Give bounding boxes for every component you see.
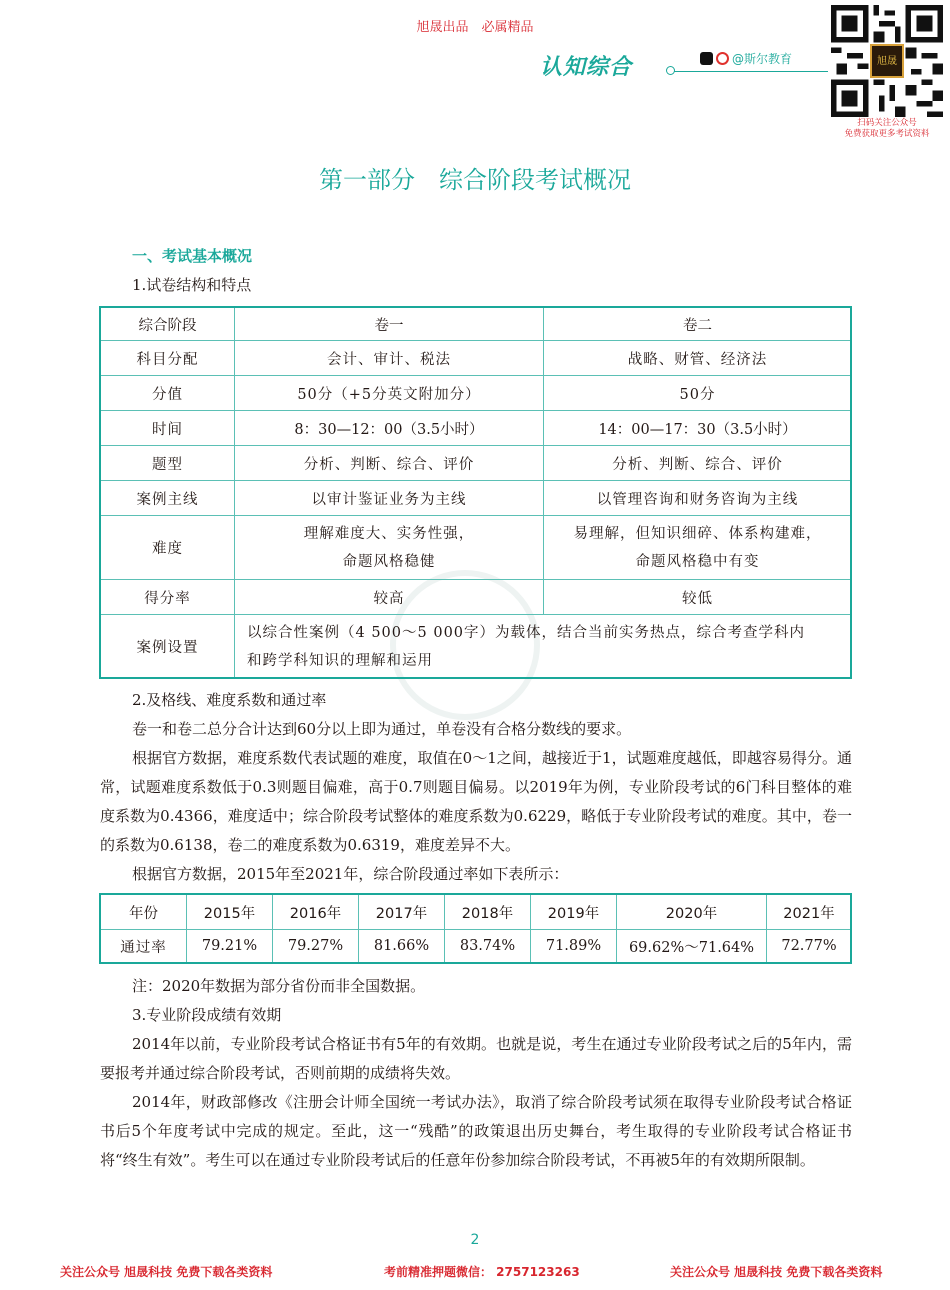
row-label: 得分率 [101, 580, 235, 615]
qr-code-block [828, 2, 946, 148]
year-cell: 2019年 [531, 895, 617, 930]
year-cell: 2015年 [187, 895, 273, 930]
table-header-cell: 综合阶段 [101, 308, 235, 341]
page-number: 2 [470, 1232, 480, 1248]
row-label: 时间 [101, 411, 235, 446]
paragraph: 2014年，财政部修改《注册会计师全国统一考试办法》，取消了综合阶段考试须在取得专业阶段考试合格证书后5个年度考试中完成的规定。至此，这一“残酷”的政策退出历史舞台，考生取得的专业阶段考试合格证书将“终生有效”。考生可以在通过专业阶段考试后的任意年份参加综合阶段考试，不再被5年的有效期所限制。 [100, 1093, 852, 1169]
table2-frame [99, 893, 852, 964]
paragraph: 根据官方数据，2015年至2021年，综合阶段通过率如下表所示： [132, 865, 569, 883]
qr-caption [828, 118, 946, 140]
year-cell: 2018年 [445, 895, 531, 930]
page-title: 第一部分 综合阶段考试概况 [319, 166, 631, 194]
rate-cell: 79.27% [273, 930, 359, 963]
rate-cell: 71.89% [531, 930, 617, 963]
paper1-cell: 以审计鉴证业务为主线 [235, 481, 544, 516]
paper1-cell: 50分（+5分英文附加分） [235, 376, 544, 411]
row-label: 题型 [101, 446, 235, 481]
rate-cell: 81.66% [359, 930, 445, 963]
paragraph: 卷一和卷二总分合计达到60分以上即为通过，单卷没有合格分数线的要求。 [132, 720, 632, 738]
section-heading: 一、考试基本概况 [132, 247, 253, 265]
paper1-cell: 分析、判断、综合、评价 [235, 446, 544, 481]
brand-title: 认知综合 [540, 55, 633, 80]
social-links [700, 50, 792, 67]
text-block-3 [100, 972, 852, 1175]
rate-cell: 72.77% [767, 930, 852, 963]
qr-badge: 旭晟 [877, 56, 897, 67]
qr-caption-line1: 扫码关注公众号 [857, 118, 917, 128]
header-slogan: 旭晟出品 必属精品 [416, 20, 534, 35]
cell-line: 命题风格稳中有变 [635, 553, 760, 570]
row-label: 案例主线 [101, 481, 235, 516]
cell-line: 命题风格稳健 [342, 553, 436, 570]
row-label: 科目分配 [101, 341, 235, 376]
paper2-cell: 50分 [544, 376, 852, 411]
brand-divider [672, 71, 830, 72]
douyin-icon[interactable] [700, 52, 713, 65]
rate-cell: 69.62%～71.64% [617, 930, 767, 963]
row-label: 难度 [101, 516, 235, 580]
subsection-heading-3: 3.专业阶段成绩有效期 [132, 1006, 282, 1024]
rate-cell: 83.74% [445, 930, 531, 963]
paper1-cell: 8：30—12：00（3.5小时） [235, 411, 544, 446]
paper2-cell: 以管理咨询和财务咨询为主线 [544, 481, 852, 516]
paper2-cell: 14：00—17：30（3.5小时） [544, 411, 852, 446]
paragraph: 根据官方数据，难度系数代表试题的难度，取值在0～1之间，越接近于1，试题难度越低，即越容易得分。通常，试题难度系数低于0.3则题目偏难，高于0.7则题目偏易。以2019年为例，专业阶段考试的6门科目整体的难度系数为0.4366，难度适中；综合阶段考试整体的难度系数为0.6229，略低于专业阶段考试的难度。其中，卷一的系数为0.6138，卷二的难度系数为0.6319，难度差异不大。 [100, 749, 852, 854]
cell-line: 和跨学科知识的理解和运用 [247, 652, 433, 669]
table1-frame [99, 306, 852, 679]
paper1-cell: 会计、审计、税法 [235, 341, 544, 376]
brand-dot [666, 66, 675, 75]
paper2-cell: 较低 [544, 580, 852, 615]
paragraph: 2014年以前，专业阶段考试合格证书有5年的有效期。也就是说，考生在通过专业阶段考试之后的5年内，需要报考并通过综合阶段考试，否则前期的成绩将失效。 [100, 1035, 852, 1082]
cell-line: 理解难度大、实务性强， [303, 525, 475, 542]
row-label: 案例设置 [101, 615, 235, 679]
row-label: 分值 [101, 376, 235, 411]
year-cell: 2020年 [617, 895, 767, 930]
year-cell: 2016年 [273, 895, 359, 930]
text-block-2 [100, 686, 852, 889]
footer-right: 关注公众号 旭晟科技 免费下载各类资料 [670, 1265, 883, 1279]
cell-line: 易理解，但知识细碎、体系构建难， [573, 525, 822, 542]
paper1-cell: 较高 [235, 580, 544, 615]
paper2-cell: 战略、财管、经济法 [544, 341, 852, 376]
table-header-cell: 卷一 [235, 308, 544, 341]
year-cell: 2021年 [767, 895, 852, 930]
table-header-cell: 卷二 [544, 308, 852, 341]
year-cell: 2017年 [359, 895, 445, 930]
footer-left: 关注公众号 旭晟科技 免费下载各类资料 [60, 1265, 273, 1279]
social-handle: @斯尔教育 [732, 52, 793, 66]
cell-line: 以综合性案例（4 500～5 000字）为载体，结合当前实务热点，综合考查学科内 [247, 624, 806, 641]
paper2-cell: 分析、判断、综合、评价 [544, 446, 852, 481]
rate-row-label: 通过率 [101, 930, 187, 963]
subsection-heading-1: 1.试卷结构和特点 [132, 276, 252, 294]
qr-caption-line2: 免费获取更多考试资料 [844, 129, 930, 139]
weibo-icon[interactable] [716, 52, 729, 65]
table-note: 注：2020年数据为部分省份而非全国数据。 [132, 977, 426, 995]
rate-cell: 79.21% [187, 930, 273, 963]
subsection-heading-2: 2.及格线、难度系数和通过率 [132, 691, 327, 709]
year-header-label: 年份 [101, 895, 187, 930]
footer-center: 考前精准押题微信： 2757123263 [384, 1265, 580, 1279]
